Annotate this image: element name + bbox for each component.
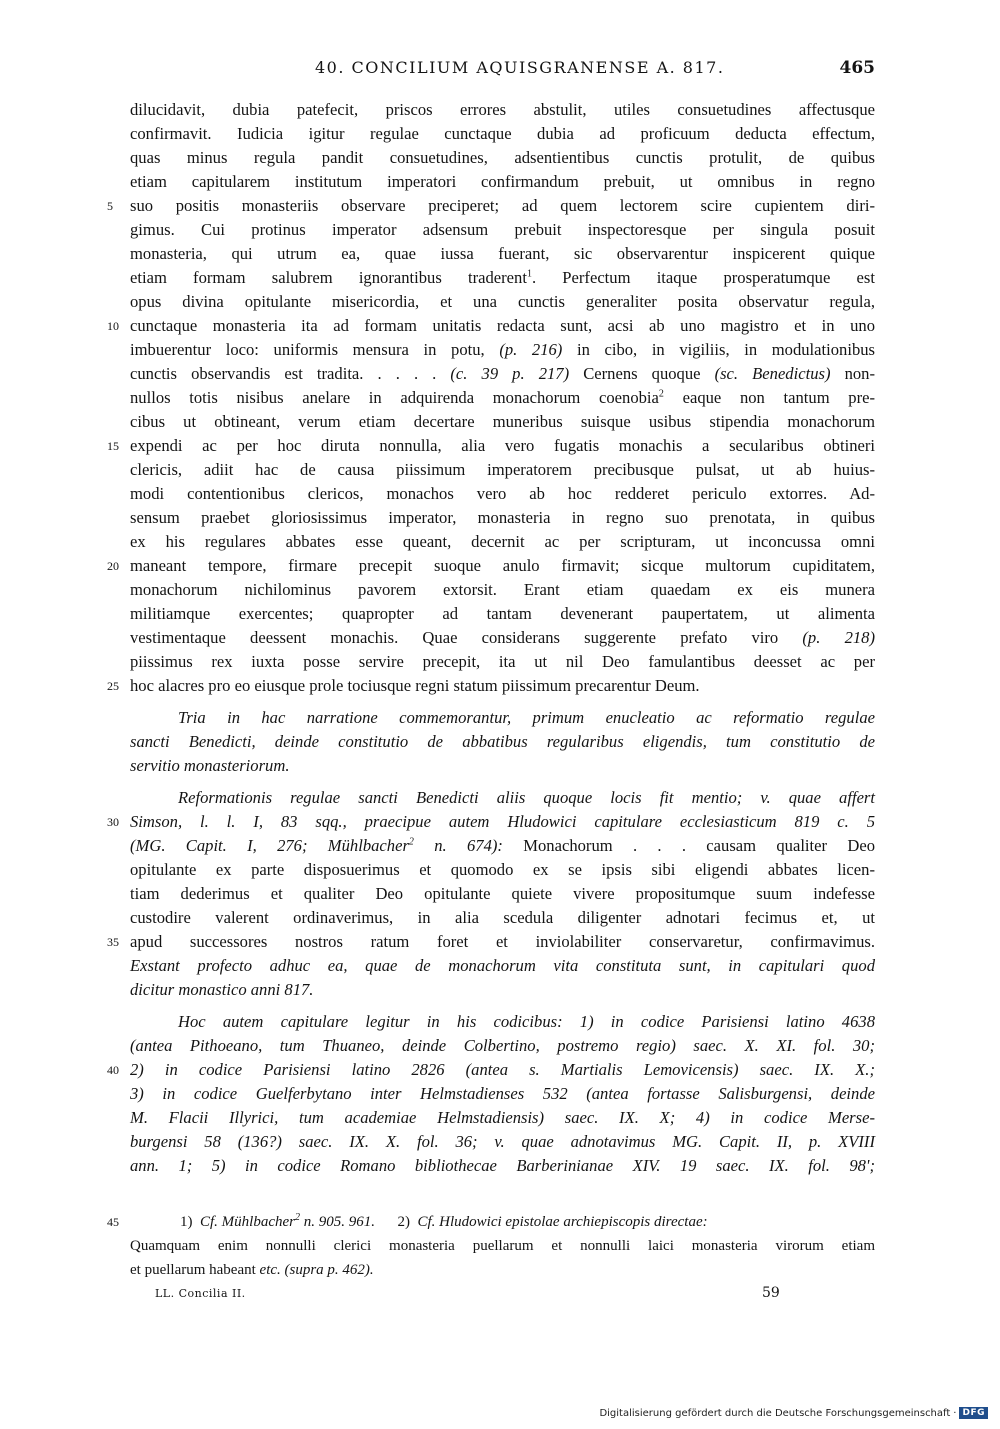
commentary-line: ann. 1; 5) in codice Romano bibliothecae Barberinianae XIV. 19 saec. IX. fol. 98'; — [130, 1156, 875, 1175]
text-line: etiam capitularem institutum imperatori confirmandum prebuit, ut omnibus in regno — [130, 172, 875, 191]
footnote-text: n. 905. 961. — [303, 1214, 375, 1230]
text-line — [130, 386, 875, 410]
commentary-line: opitulante ex parte disposuerimus et quomodo ex se ipsis sibi eligendi abbates licen- — [130, 860, 875, 879]
footnote-line: Quamquam enim nonnulli clerici monasteria puellarum et nonnulli laici monasteria virorum etiam — [130, 1238, 875, 1254]
superscript: 2 — [295, 1212, 300, 1223]
text-line — [130, 362, 875, 386]
footnote-text: et puellarum habeant — [130, 1262, 256, 1278]
text-line: opus divina opitulante misericordia, et una cunctis generaliter posita observatur regula, — [130, 292, 875, 311]
commentary-line: M. Flacii Illyrici, tum academiae Helmstadiensis) saec. IX. X; 4) in codice Merse- — [130, 1108, 875, 1127]
commentary-line: dicitur monastico anni 817. — [130, 980, 314, 999]
dfg-logo-icon: DFG — [959, 1407, 988, 1419]
page-number: 465 — [839, 58, 875, 78]
commentary-line — [130, 834, 875, 858]
commentary-line: 2) in codice Parisiensi latino 2826 (antea s. Martialis Lemovicensis) saec. IX. X.; — [130, 1060, 875, 1079]
page-reference: (p. 216) — [499, 340, 563, 359]
footnote-marker: 1 — [526, 268, 532, 280]
text-line: quas minus regula pandit consuetudines, adsentientibus cunctis protulit, de quibus — [130, 148, 875, 167]
page-reference: (c. 39 p. 217) — [450, 364, 570, 383]
text-line — [130, 266, 875, 290]
text-line: dilucidavit, dubia patefecit, priscos errores abstulit, utiles consuetudines affectusque — [130, 100, 875, 119]
footnote-marker: 2 — [658, 388, 664, 400]
line-number: 45 — [107, 1215, 119, 1229]
text-line: suo positis monasteriis observare preciperet; ad quem lectorem scire cupientem diri- — [130, 196, 875, 215]
text-line: cunctaque monasteria ita ad formam unitatis redacta sunt, acsi ab uno magistro et in uno — [130, 316, 875, 335]
footnote-number: 2) — [397, 1214, 410, 1230]
line-number: 20 — [107, 559, 119, 573]
dfg-credit-text: Digitalisierung gefördert durch die Deutsche Forschungsgemeinschaft — [599, 1407, 951, 1419]
text-line: militiamque exercentes; quapropter ad tantam devenerant paupertatem, ut alimenta — [130, 604, 875, 623]
text-line: monachorum nichilominus pavorem extorsit. Erant etiam quaedam ex eis munera — [130, 580, 875, 599]
commentary-line: tiam dederimus et qualiter Deo opitulante quiete vivere propositumque suum indefesse — [130, 884, 875, 903]
text-segment: . Perfectum itaque prosperatumque est — [531, 268, 875, 287]
footnote-line — [130, 1258, 875, 1282]
commentary-line: (antea Pithoeano, tum Thuaneo, deinde Colbertino, postremo regio) saec. X. XI. fol. 30; — [130, 1036, 875, 1055]
commentary-line: apud successores nostros ratum foret et inviolabiliter conservaretur, confirmavimus. — [130, 932, 875, 951]
text-line: piissimus rex iuxta posse servire precepit, ita ut nil Deo famulantibus deesset ac per — [130, 652, 875, 671]
text-line: cibus ut obtineant, verum etiam decertare muneribus suisque usibus stipendia monachorum — [130, 412, 875, 431]
citation: n. 674): — [434, 836, 503, 855]
text-line: hoc alacres pro eo eiusque prole tociusque regni statum piissimum precarentur Deum. — [130, 676, 700, 695]
text-segment: in cibo, in vigiliis, in modulationibus — [576, 340, 875, 359]
text-segment: cunctis observandis est tradita. . . . . — [130, 364, 437, 383]
footnote-text: Cf. Mühlbacher — [200, 1214, 295, 1230]
commentary-line: sancti Benedicti, deinde constitutio de abbatibus regularibus eligendis, tum constitutio de — [130, 732, 875, 751]
text-line — [130, 626, 875, 650]
line-number: 35 — [107, 935, 119, 949]
footnote-number: 1) — [180, 1214, 193, 1230]
line-number: 40 — [107, 1063, 119, 1077]
line-number: 25 — [107, 679, 119, 693]
line-number: 5 — [107, 199, 113, 213]
commentary-line: burgensi 58 (136?) saec. IX. X. fol. 36; v. quae adnotavimus MG. Capit. II, p. XVIII — [130, 1132, 875, 1151]
running-header — [130, 58, 875, 82]
citation: (MG. Capit. I, 276; Mühlbacher — [130, 836, 409, 855]
digitization-credit — [599, 1407, 988, 1419]
separator-dot: · — [953, 1407, 957, 1419]
sheet-number: 59 — [762, 1285, 780, 1301]
text-line: clericis, adiit hac de causa piissimum imperatorem precibusque pulsat, ut ab huius- — [130, 460, 875, 479]
text-segment: non- — [844, 364, 875, 383]
text-line: gimus. Cui protinus imperator adsensum prebuit inspectoresque per singula posuit — [130, 220, 875, 239]
footnote-text: (supra p. 462). — [284, 1262, 374, 1278]
text-line — [130, 338, 875, 362]
line-number: 30 — [107, 815, 119, 829]
text-segment: nullos totis nisibus anelare in adquirenda monachorum coenobia — [130, 388, 659, 407]
text-segment: Cernens quoque — [583, 364, 701, 383]
text-line: monasteria, qui utrum ea, quae iussa fuerant, sic observarentur inspicerent quique — [130, 244, 875, 263]
commentary-line: Simson, l. l. I, 83 sqq., praecipue autem Hludowici capitulare ecclesiasticum 819 c. 5 — [130, 812, 875, 831]
commentary-line: Exstant profecto adhuc ea, quae de monachorum vita constituta sunt, in capitulari quod — [130, 956, 875, 975]
text-line: confirmavit. Iudicia igitur regulae cunctaque dubia ad proficuum deducta effectum, — [130, 124, 875, 143]
page-reference: (p. 218) — [802, 628, 875, 647]
superscript: 2 — [408, 836, 414, 848]
editorial-note: (sc. Benedictus) — [714, 364, 831, 383]
series-signature: LL. Concilia II. — [155, 1287, 246, 1300]
text-line: maneant tempore, firmare precepit suoque anulo firmavit; sicque multorum cupiditatem, — [130, 556, 875, 575]
text-segment: etiam formam salubrem ignorantibus traderent — [130, 268, 527, 287]
commentary-line: 3) in codice Guelferbytano inter Helmstadienses 532 (antea fortasse Salisburgensi, deinde — [130, 1084, 875, 1103]
commentary-line: Reformationis regulae sancti Benedicti aliis quoque locis fit mentio; v. quae affert — [178, 788, 875, 807]
text-line: modi contentionibus clericos, monachos vero ab hoc redderet periculo extorres. Ad- — [130, 484, 875, 503]
text-segment: imbuerentur loco: uniformis mensura in potu, — [130, 340, 485, 359]
commentary-line: servitio monasteriorum. — [130, 756, 290, 775]
quoted-text: Monachorum . . . causam qualiter Deo — [523, 836, 875, 855]
text-segment: vestimentaque deessent monachis. Quae considerans suggerente prefato viro — [130, 628, 779, 647]
footnote-text: etc. — [259, 1262, 281, 1278]
commentary-line: Tria in hac narratione commemorantur, primum enucleatio ac reformatio regulae — [178, 708, 875, 727]
footnote-line — [130, 1210, 875, 1234]
commentary-line: Hoc autem capitulare legitur in his codicibus: 1) in codice Parisiensi latino 4638 — [178, 1012, 875, 1031]
text-line: sensum praebet gloriosissimus imperator, monasteria in regno suo prenotata, in quibus — [130, 508, 875, 527]
text-segment: eaque non tantum pre- — [682, 388, 876, 407]
line-number: 10 — [107, 319, 119, 333]
running-title: 40. CONCILIUM AQUISGRANENSE A. 817. — [315, 58, 725, 77]
line-number: 15 — [107, 439, 119, 453]
footnote-text: Cf. Hludowici epistolae archiepiscopis directae: — [417, 1214, 708, 1230]
commentary-line: custodire valerent ordinaverimus, in alia scedula diligenter adnotari fecimus et, ut — [130, 908, 875, 927]
text-line: ex his regulares abbates esse queant, decernit ac per scripturam, ut inconcussa omni — [130, 532, 875, 551]
text-line: expendi ac per hoc diruta nonnulla, alia vero fugatis monachis a secularibus obtineri — [130, 436, 875, 455]
